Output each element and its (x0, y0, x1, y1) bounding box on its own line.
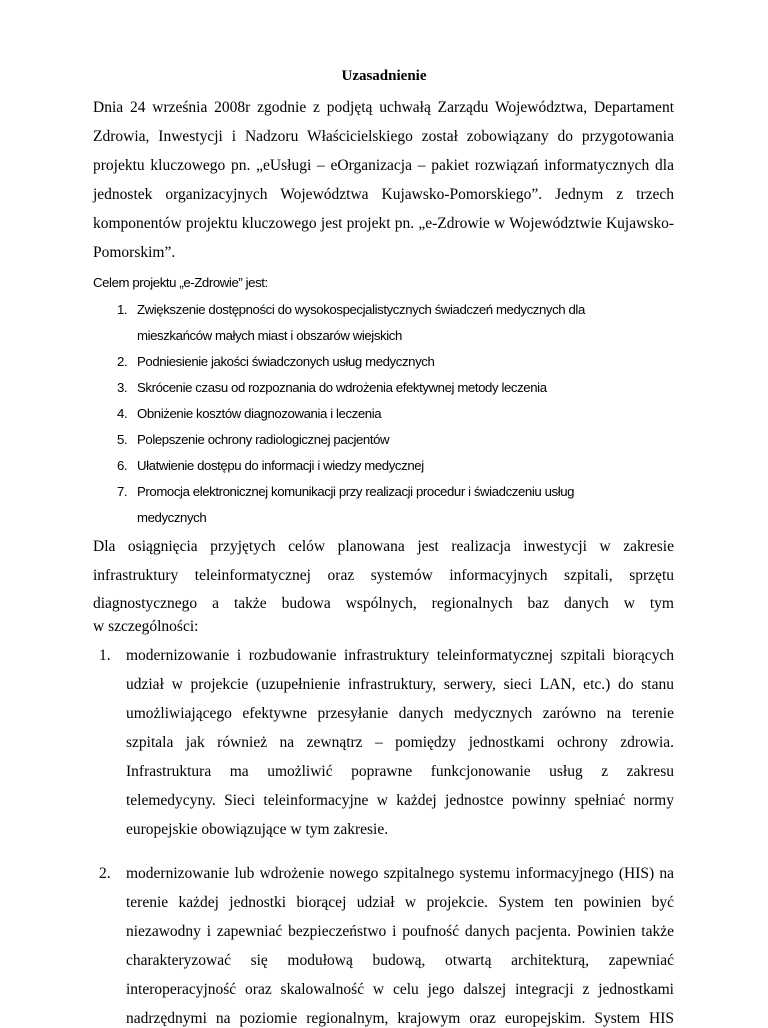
item-line: interoperacyjność oraz skalowalność w celu jego dalszej integracji z jednostkami (126, 981, 674, 998)
goal-number: 6. (117, 458, 128, 473)
document-title: Uzasadnienie (341, 68, 427, 84)
item-line: modernizowanie lub wdrożenie nowego szpitalnego systemu informacyjnego (HIS) na (126, 865, 674, 882)
item-line: nadrzędnymi na poziomie regionalnym, krajowym oraz europejskim. System HIS (126, 1010, 674, 1027)
item-line: szpitala jak również na zewnątrz – pomiędzy jednostkami ochrony zdrowia. (126, 734, 674, 751)
goal-text: Zwiększenie dostępności do wysokospecjalistycznych świadczeń medycznych dla (137, 302, 585, 317)
goal-number: 1. (117, 302, 128, 317)
goal-text: Polepszenie ochrony radiologicznej pacjentów (137, 432, 390, 447)
item-line: charakteryzować się modułową budową, otwartą architekturą, zapewniać (126, 952, 674, 969)
intro-line: komponentów projektu kluczowego jest projekt pn. „e-Zdrowie w Województwie Kujawsko- (93, 215, 674, 232)
goal-number: 4. (117, 406, 128, 421)
intro-line: Zdrowia, Inwestycji i Nadzoru Właścicielskiego został zobowiązany do przygotowania (93, 128, 674, 145)
item-line: Infrastruktura ma umożliwić poprawne funkcjonowanie usług z zakresu (126, 763, 674, 780)
goal-number: 2. (117, 354, 128, 369)
item-line: umożliwiającego efektywne przesyłanie danych medycznych zarówno na terenie (126, 705, 674, 722)
goals-heading: Celem projektu „e-Zdrowie” jest: (93, 275, 268, 290)
goal-text: Ułatwienie dostępu do informacji i wiedzy medycznej (137, 458, 424, 473)
item-line: niezawodny i zapewniać bezpieczeństwo i poufność danych pacjenta. Powinien także (126, 923, 674, 940)
intro-line: Dnia 24 września 2008r zgodnie z podjętą uchwałą Zarządu Województwa, Departament (93, 99, 674, 116)
item-line: telemedycyny. Sieci teleinformacyjne w każdej jednostce powinny spełniać normy (126, 792, 674, 809)
item-line: modernizowanie i rozbudowanie infrastruktury teleinformatycznej szpitali biorących (126, 647, 674, 664)
intro-line-last: Pomorskim”. (93, 244, 176, 261)
item-line: udział w projekcie (uzupełnienie infrastruktury, serwery, sieci LAN, etc.) do stanu (126, 676, 674, 693)
goal-number: 7. (117, 484, 128, 499)
goal-text: Promocja elektronicznej komunikacji przy realizacji procedur i świadczeniu usług (137, 484, 575, 499)
goal-text: Obniżenie kosztów diagnozowania i leczenia (137, 406, 382, 421)
item-number: 2. (99, 865, 111, 882)
intro-line: projektu kluczowego pn. „eUsługi – eOrganizacja – pakiet rozwiązań informatycznych dla (93, 157, 674, 174)
item-line: terenie każdej jednostki biorącej udział w projekcie. System ten powinien być (126, 894, 674, 911)
goal-text-cont: mieszkańców małych miast i obszarów wiejskich (137, 328, 402, 343)
item-line-last: europejskie obowiązujące w tym zakresie. (126, 821, 389, 838)
goal-text: Podniesienie jakości świadczonych usług medycznych (137, 354, 435, 369)
item-number: 1. (99, 647, 111, 664)
invest-line-last: w szczególności: (93, 618, 199, 635)
intro-line: jednostek organizacyjnych Województwa Kujawsko-Pomorskiego”. Jednym z trzech (93, 186, 674, 203)
invest-line: infrastruktury teleinformatycznej oraz systemów informacyjnych szpitali, sprzętu (93, 567, 674, 584)
invest-line: diagnostycznego a także budowa wspólnych, regionalnych baz danych w tym (93, 595, 674, 612)
goal-text: Skrócenie czasu od rozpoznania do wdrożenia efektywnej metody leczenia (137, 380, 547, 395)
goal-number: 5. (117, 432, 128, 447)
goal-text-cont: medycznych (137, 510, 207, 525)
invest-line: Dla osiągnięcia przyjętych celów planowana jest realizacja inwestycji w zakresie (93, 538, 674, 555)
goal-number: 3. (117, 380, 128, 395)
